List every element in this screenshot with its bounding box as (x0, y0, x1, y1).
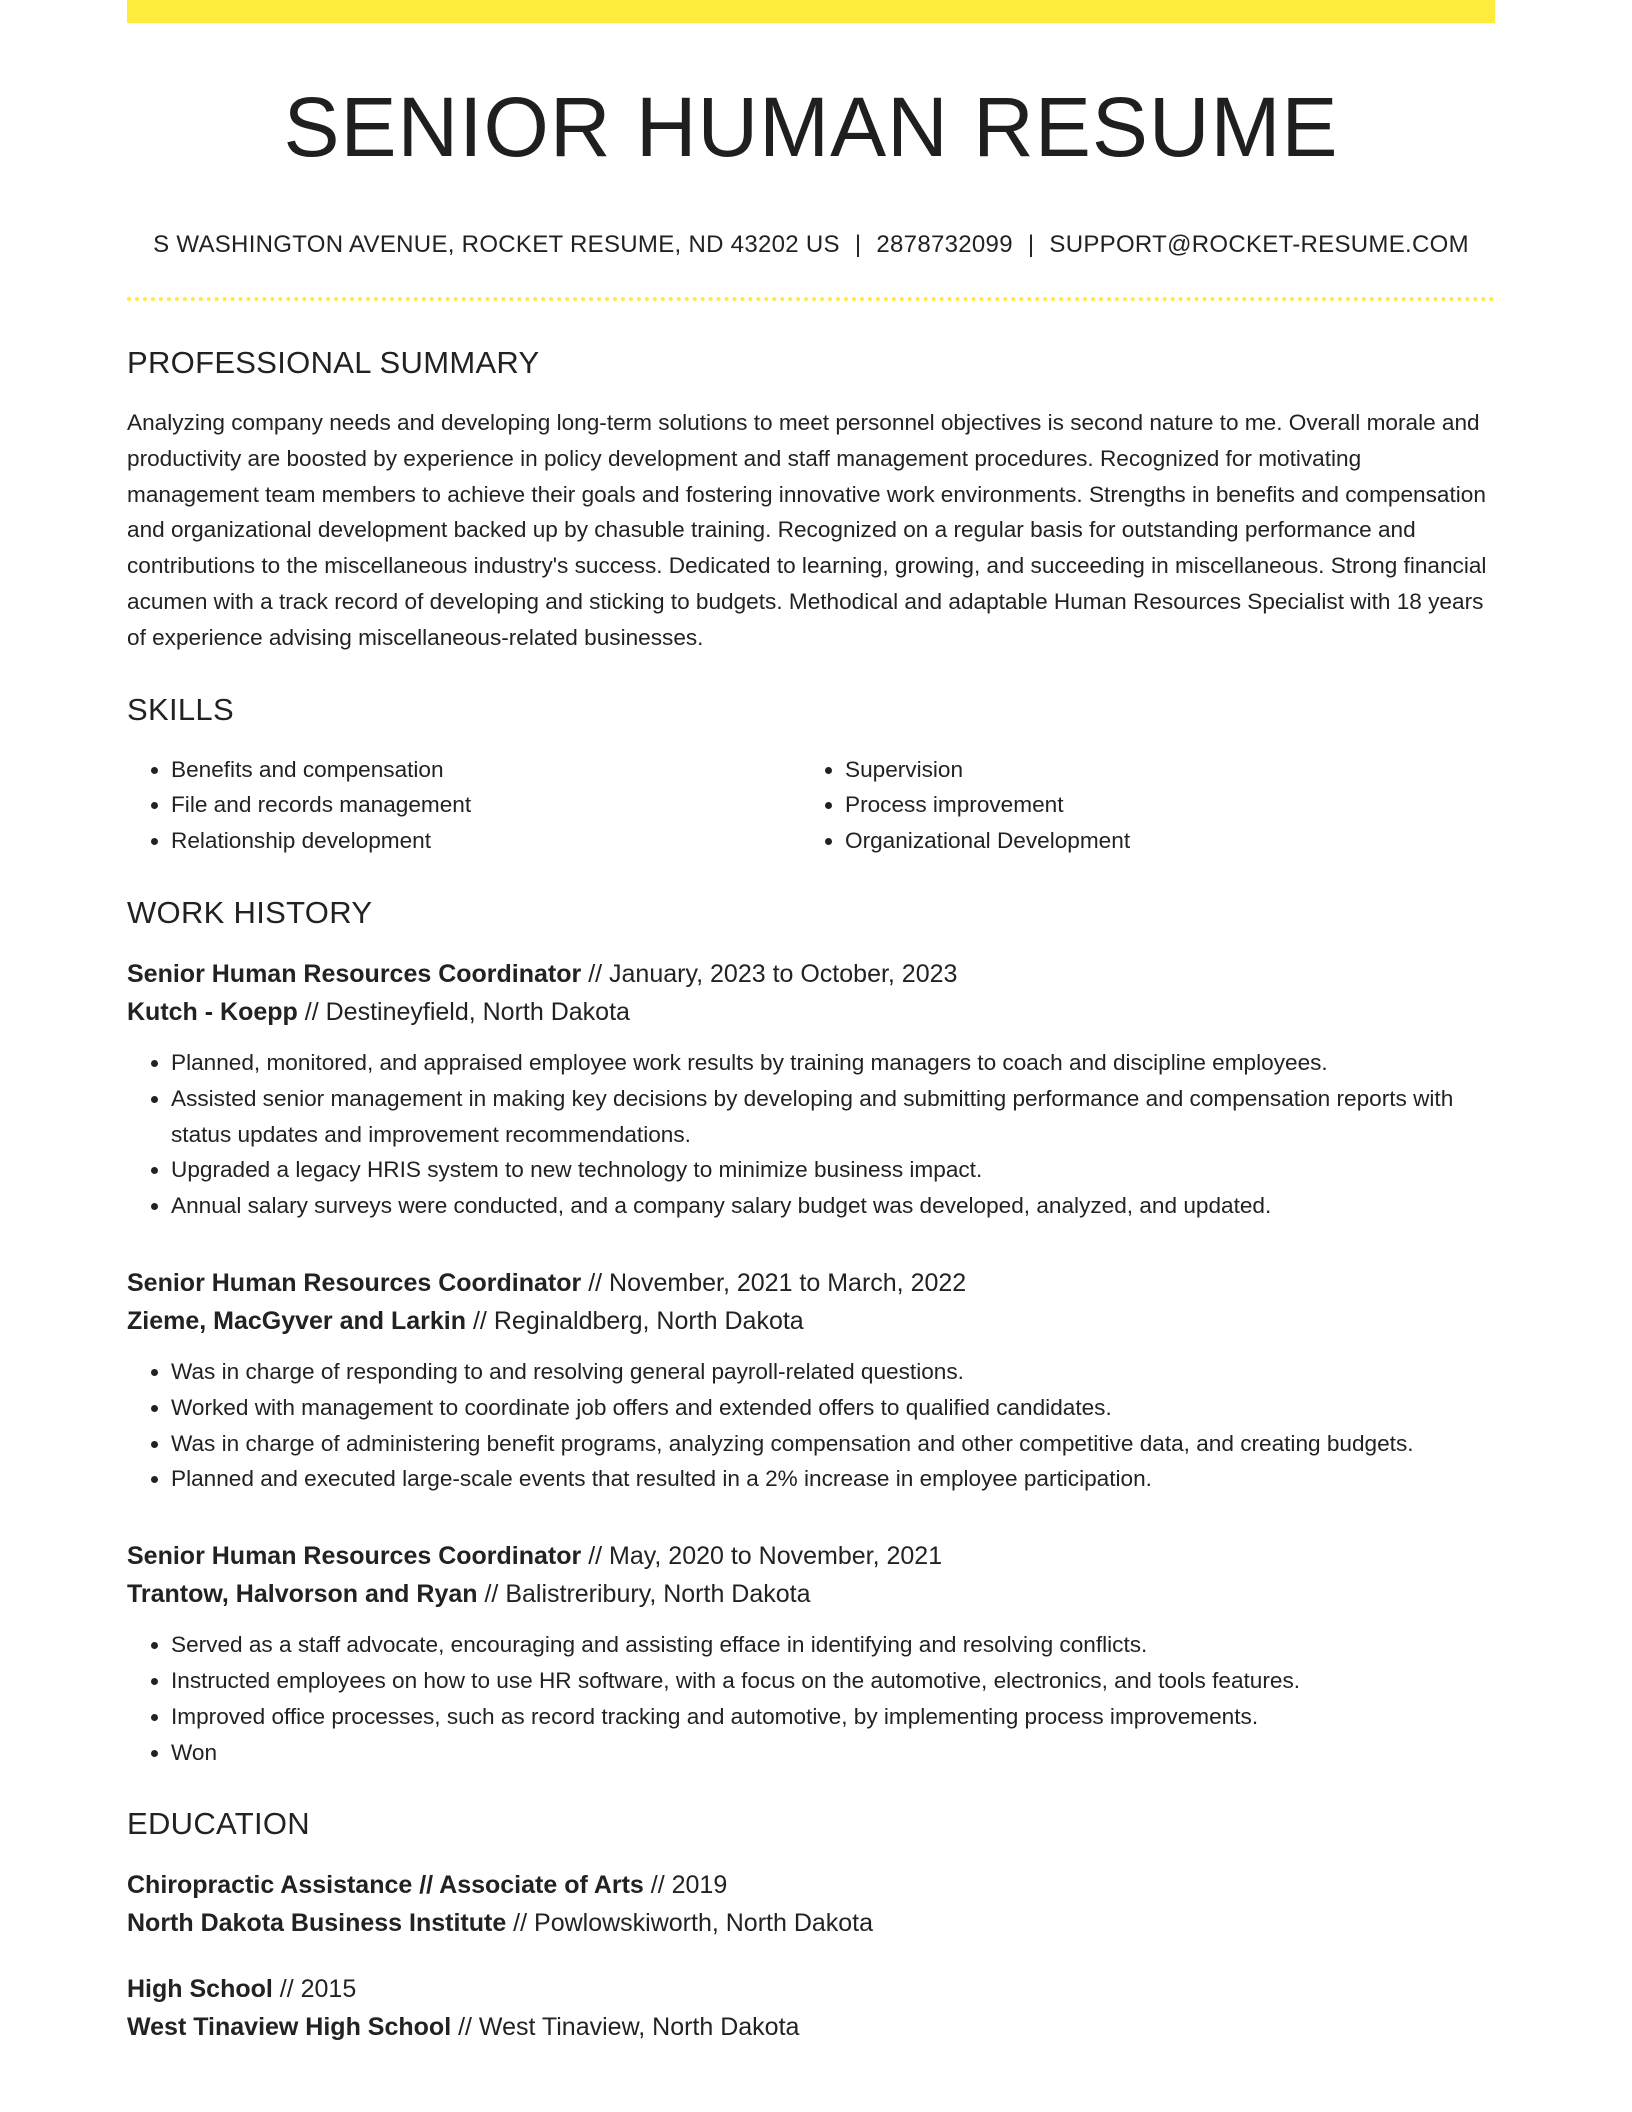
contact-line (127, 231, 1495, 259)
job-title-line (127, 955, 1495, 993)
education-degree: High School (127, 1975, 273, 2004)
work-history-heading: WORK HISTORY (127, 894, 373, 930)
skills-section (127, 691, 1495, 859)
job-company-line (127, 1302, 1495, 1340)
skill-item: • Organizational Development (845, 823, 1475, 859)
contact-email: SUPPORT@ROCKET-RESUME.COM (1049, 231, 1469, 258)
skills-right-column (801, 752, 1475, 859)
summary-section (127, 347, 1495, 656)
job-bullet: • Planned, monitored, and appraised employee work results by training managers to coach and discipline employees. (171, 1045, 1495, 1081)
job-bullets (127, 1354, 1495, 1497)
job-bullet: • Upgraded a legacy HRIS system to new technology to minimize business impact. (171, 1152, 1495, 1188)
job-dates: // January, 2023 to October, 2023 (581, 959, 958, 988)
education-school: North Dakota Business Institute (127, 1909, 507, 1938)
job-title: Senior Human Resources Coordinator (127, 959, 582, 988)
skill-item: • File and records management (171, 787, 801, 823)
skills-columns (127, 752, 1495, 859)
education-year: // 2015 (272, 1975, 357, 2004)
contact-separator: | (854, 231, 862, 258)
summary-text: Analyzing company needs and developing long-term solutions to meet personnel objectives is second nature to me. Overall morale and productivity are boosted by experience in policy development and staff management procedures. Recognized for motivating management team members to achieve their goals and fostering innovative work environments. Strengths in benefits and compensation and organizational development backed up by chasuble training. Recognized on a regular basis for outstanding performance and contributions to the miscellaneous industry's success. Dedicated to learning, growing, and succeeding in miscellaneous. Strong financial acumen with a track record of developing and sticking to budgets. Methodical and adaptable Human Resources Specialist with 18 years of experience advising miscellaneous-related businesses. (127, 410, 1487, 650)
job-dates: // May, 2020 to November, 2021 (581, 1542, 943, 1571)
education-entry (127, 1970, 1495, 2046)
job-bullet: • Instructed employees on how to use HR software, with a focus on the automotive, electronics, and tools features. (171, 1663, 1495, 1699)
contact-phone: 2878732099 (876, 231, 1013, 258)
skill-item: • Process improvement (845, 787, 1475, 823)
job-bullet: • Was in charge of administering benefit programs, analyzing compensation and other competitive data, and creating budgets. (171, 1426, 1495, 1462)
education-heading: EDUCATION (127, 1806, 310, 1842)
contact-address: S WASHINGTON AVENUE, ROCKET RESUME, ND 43202 US (153, 231, 840, 258)
work-history-section (127, 894, 1495, 1770)
job-title-line (127, 1537, 1495, 1575)
education-year: // 2019 (643, 1871, 728, 1900)
candidate-name: SENIOR HUMAN RESUME (283, 80, 1339, 174)
education-location: // Powlowskiworth, North Dakota (506, 1909, 874, 1938)
job-location: // Destineyfield, North Dakota (297, 997, 630, 1026)
job-entry (127, 1537, 1495, 1770)
job-bullet: • Won (171, 1735, 1495, 1771)
job-bullet: • Assisted senior management in making key decisions by developing and submitting performance and compensation reports with status updates and improvement recommendations. (171, 1081, 1495, 1153)
education-location: // West Tinaview, North Dakota (451, 2013, 800, 2042)
job-company: Zieme, MacGyver and Larkin (127, 1306, 467, 1335)
education-degree-line (127, 1866, 1495, 1904)
job-title: Senior Human Resources Coordinator (127, 1268, 582, 1297)
job-bullet: • Was in charge of responding to and resolving general payroll-related questions. (171, 1354, 1495, 1390)
job-company-line (127, 1575, 1495, 1613)
job-bullet: • Worked with management to coordinate job offers and extended offers to qualified candidates. (171, 1390, 1495, 1426)
skill-item: • Relationship development (171, 823, 801, 859)
dotted-divider (127, 297, 1495, 301)
skills-left-column (127, 752, 801, 859)
education-section (127, 1808, 1495, 2046)
job-entry (127, 955, 1495, 1224)
skills-heading: SKILLS (127, 691, 234, 727)
top-accent-bar (127, 0, 1495, 23)
contact-separator: | (1027, 231, 1035, 258)
job-company-line (127, 993, 1495, 1031)
skill-item: • Supervision (845, 752, 1475, 788)
job-dates: // November, 2021 to March, 2022 (581, 1268, 967, 1297)
education-degree-line (127, 1970, 1495, 2008)
job-bullet: • Planned and executed large-scale events that resulted in a 2% increase in employee participation. (171, 1461, 1495, 1497)
skill-item: • Benefits and compensation (171, 752, 801, 788)
job-title-line (127, 1264, 1495, 1302)
resume-page (127, 0, 1495, 2046)
job-bullet: • Served as a staff advocate, encouraging and assisting efface in identifying and resolving conflicts. (171, 1627, 1495, 1663)
job-entry (127, 1264, 1495, 1497)
education-school-line (127, 1904, 1495, 1942)
job-company: Trantow, Halvorson and Ryan (127, 1580, 478, 1609)
job-bullet: • Annual salary surveys were conducted, and a company salary budget was developed, analyzed, and updated. (171, 1188, 1495, 1224)
education-school-line (127, 2008, 1495, 2046)
education-school: West Tinaview High School (127, 2013, 452, 2042)
job-location: // Balistreribury, North Dakota (477, 1580, 811, 1609)
job-bullets (127, 1045, 1495, 1224)
education-degree: Chiropractic Assistance // Associate of Arts (127, 1871, 644, 1900)
summary-heading: PROFESSIONAL SUMMARY (127, 345, 540, 380)
job-bullets (127, 1627, 1495, 1770)
education-entry (127, 1866, 1495, 1942)
job-location: // Reginaldberg, North Dakota (466, 1306, 804, 1335)
job-company: Kutch - Koepp (127, 997, 298, 1026)
job-bullet: • Improved office processes, such as record tracking and automotive, by implementing process improvements. (171, 1699, 1495, 1735)
job-title: Senior Human Resources Coordinator (127, 1542, 582, 1571)
